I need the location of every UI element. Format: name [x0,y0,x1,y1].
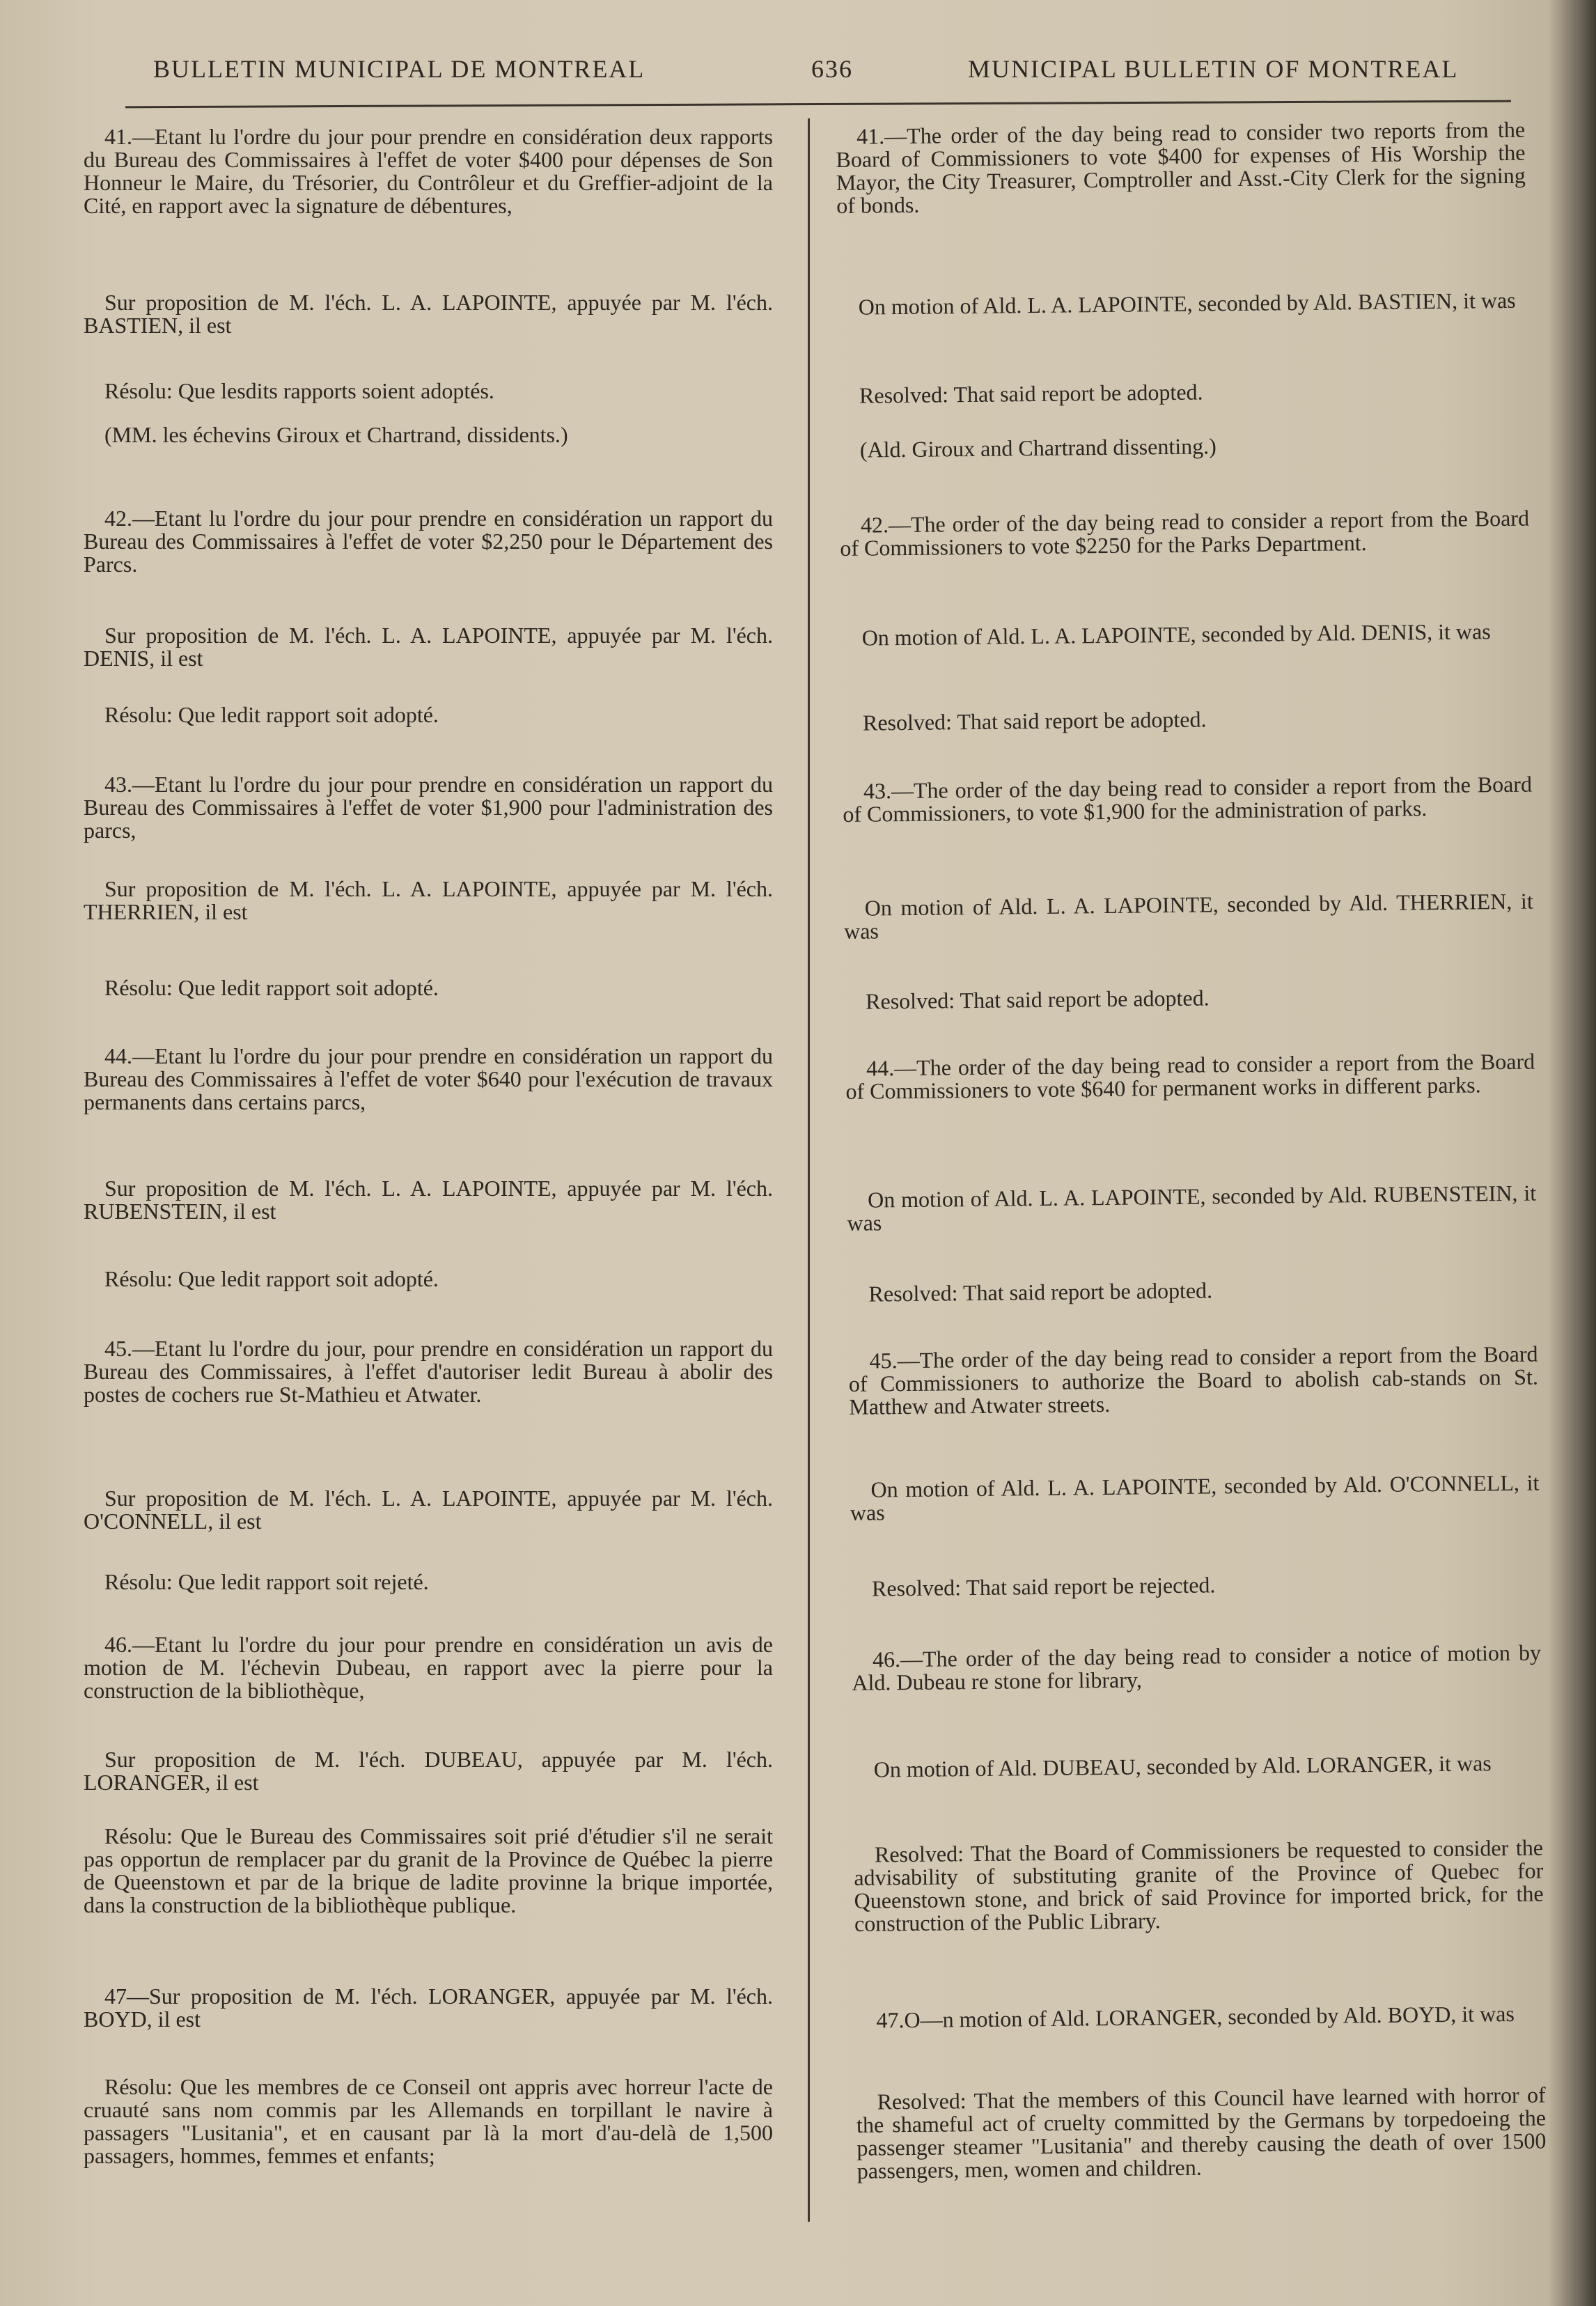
paragraph-text: Sur proposition de M. l'éch. L. A. LAPOINTE, appuyée par M. l'éch. RUBENSTEIN, il est [84,1176,773,1224]
paragraph-text: 47—Sur proposition de M. l'éch. LORANGER, appuyée par M. l'éch. BOYD, il est [84,1984,773,2032]
english-paragraph [851,1571,1540,1600]
header-french-title: BULLETIN MUNICIPAL DE MONTREAL [153,55,646,83]
paragraph-text: On motion of Ald. L. A. LAPOINTE, seconded by Ald. THERRIEN, it was [843,888,1533,944]
paragraph-text: Résolu: Que ledit rapport soit adopté. [104,975,439,1000]
english-paragraph [850,1472,1540,1525]
paragraph-text: Résolu: Que ledit rapport soit rejeté. [104,1569,429,1594]
paragraph-text: 45.—Etant lu l'ordre du jour, pour prendre en considération un rapport du Bureau des Commissaires, à l'effet d'autoriser ledit Bureau à abolir des postes de cochers rue St-Mathieu et Atwater. [84,1336,773,1407]
paragraph-text: Résolu: Que lesdits rapports soient adoptés. [104,378,494,403]
english-paragraph [847,1182,1537,1235]
english-paragraph [852,1639,1542,1695]
french-paragraph [84,703,773,726]
english-paragraph [848,1343,1538,1419]
french-paragraph [84,423,773,446]
page-header [104,43,1504,99]
english-column [836,116,1547,2183]
paragraph-text: Résolu: Que ledit rapport soit adopté. [104,702,439,727]
paragraph-text: Résolu: Que ledit rapport soit adopté. [104,1266,439,1291]
paragraph-text: 43.—The order of the day being read to consider a report from the Board of Commissioners, to vote $1,900 for the administration of parks. [843,771,1533,827]
header-rule [125,100,1511,109]
paragraph-text: On motion of Ald. L. A. LAPOINTE, seconded by Ald. DENIS, it was [861,618,1491,650]
french-paragraph [84,1825,773,1917]
english-paragraph [856,2083,1547,2182]
french-paragraph [84,624,773,670]
paragraph-text: On motion of Ald. DUBEAU, seconded by Ald. LORANGER, it was [873,1750,1492,1782]
french-paragraph [84,773,773,842]
french-paragraph [84,1268,773,1291]
paragraph-text: Résolu: Que les membres de ce Conseil ont appris avec horreur l'acte de cruauté sans nom commis par les Allemands en torpillant le navire à passagers "Lusitania", et en causant par là la mort d'au-delà de 1,500 passagers, hommes, femmes et enfants; [84,2074,773,2168]
column-divider [808,118,810,2222]
english-paragraph [838,289,1527,319]
english-paragraph [836,118,1526,217]
paragraph-text: Resolved: That said report be adopted. [859,379,1203,408]
english-paragraph [840,507,1530,560]
english-paragraph [855,2002,1544,2032]
french-paragraph [84,1985,773,2031]
paragraph-text: 46.—Etant lu l'ordre du jour pour prendre en considération un avis de motion de M. l'échevin Dubeau, en rapport avec la pierre pour la construction de la bibliothèque, [84,1632,773,1703]
french-paragraph [84,878,773,924]
paragraph-text: Resolved: That the Board of Commissioners be requested to consider the advisability of substituting granite of the Province of Quebec for Queenstown stone, and brick of said Province for imported brick, for the construction of the Public Library. [854,1834,1544,1936]
english-paragraph [838,377,1528,407]
french-paragraph [84,2075,773,2167]
paragraph-text: (MM. les échevins Giroux et Chartrand, dissidents.) [104,422,568,447]
paragraph-text: 42.—The order of the day being read to consider a report from the Board of Commissioners to vote $2250 for the Parks Department. [840,505,1530,561]
english-paragraph [845,983,1534,1013]
paragraph-text: Sur proposition de M. l'éch. L. A. LAPOINTE, appuyée par M. l'éch. BASTIEN, il est [84,290,773,338]
french-paragraph [84,1045,773,1114]
paragraph-text: 47.O—n motion of Ald. LORANGER, seconded by Ald. BOYD, it was [876,2000,1515,2033]
paragraph-text: On motion of Ald. L. A. LAPOINTE, seconded by Ald. RUBENSTEIN, it was [847,1180,1537,1236]
english-paragraph [841,620,1531,650]
english-paragraph [844,890,1534,943]
french-paragraph [84,1571,773,1594]
paragraph-text: (Ald. Giroux and Chartrand dissenting.) [859,433,1216,462]
french-paragraph [84,125,773,217]
paragraph-text: 41.—Etant lu l'ordre du jour pour prendre en considération deux rapports du Bureau des Commissaires à l'effet de voter $400 pour dépenses de Son Honneur le Maire, du Trésorier, du Contrôleur et du Greffier-adjoint de la Cité, en rapport avec la signature de débentures, [84,124,773,218]
paragraph-text: Resolved: That the members of this Council have learned with horror of the shameful act of cruelty committed by the Germans by torpedoeing the passenger steamer "Lusitania" and thereby causing the death of over 1500 passengers, men, women and children. [856,2082,1547,2183]
english-paragraph [853,1752,1542,1782]
french-paragraph [84,291,773,337]
paragraph-text: 45.—The order of the day being read to consider a report from the Board of Commissioners to authorize the Board to abolish cab-stands on St. Matthew and Atwater streets. [848,1341,1539,1419]
french-paragraph [84,507,773,576]
paragraph-text: Resolved: That said report be adopted. [862,706,1207,735]
french-paragraph [84,380,773,403]
paragraph-text: 41.—The order of the day being read to consider two reports from the Board of Commissioners to vote $400 for expenses of His Worship the Mayor, the City Treasurer, Comptroller and Asst.-City Clerk for the signing of bonds. [836,116,1526,218]
english-paragraph [845,1050,1535,1103]
paragraph-text: Sur proposition de M. l'éch. L. A. LAPOINTE, appuyée par M. l'éch. O'CONNELL, il est [84,1486,773,1534]
paragraph-text: Sur proposition de M. l'éch. DUBEAU, appuyée par M. l'éch. LORANGER, il est [84,1747,773,1795]
paragraph-text: Resolved: That said report be rejected. [871,1572,1216,1601]
paragraph-text: Sur proposition de M. l'éch. L. A. LAPOINTE, appuyée par M. l'éch. THERRIEN, il est [84,876,773,924]
english-paragraph [839,432,1528,462]
paragraph-text: On motion of Ald. L. A. LAPOINTE, seconded by Ald. BASTIEN, it was [858,287,1516,320]
paragraph-text: Sur proposition de M. l'éch. L. A. LAPOINTE, appuyée par M. l'éch. DENIS, il est [84,623,773,671]
english-paragraph [854,1836,1544,1935]
paragraph-text: 44.—Etant lu l'ordre du jour pour prendre en considération un rapport du Bureau des Commissaires à l'effet de voter $640 pour l'exécution de travaux permanents dans certains parcs, [84,1043,773,1114]
french-paragraph [84,976,773,999]
paragraph-text: 43.—Etant lu l'ordre du jour pour prendre en considération un rapport du Bureau des Commissaires à l'effet de voter $1,900 pour l'administration des parcs, [84,772,773,843]
paragraph-text: 46.—The order of the day being read to consider a notice of motion by Ald. Dubeau re stone for library, [852,1639,1542,1695]
paragraph-text: 42.—Etant lu l'ordre du jour pour prendre en considération un rapport du Bureau des Commissaires à l'effet de voter $2,250 pour le Département des Parcs. [84,506,773,577]
paragraph-text: Resolved: That said report be adopted. [868,1277,1213,1307]
french-paragraph [84,1487,773,1533]
paragraph-text: On motion of Ald. L. A. LAPOINTE, seconded by Ald. O'CONNELL, it was [850,1470,1540,1525]
french-paragraph [84,1177,773,1223]
english-paragraph [843,773,1533,826]
french-paragraph [84,1337,773,1406]
english-paragraph [847,1276,1537,1306]
paragraph-text: Resolved: That said report be adopted. [865,985,1210,1014]
french-paragraph [84,1748,773,1794]
header-english-title: MUNICIPAL BULLETIN OF MONTREAL [968,55,1459,83]
english-paragraph [842,705,1531,735]
page-number: 636 [811,55,853,83]
paragraph-text: Résolu: Que le Bureau des Commissaires soit prié d'étudier s'il ne serait pas opportun de remplacer par du granit de la Province de Québec la pierre de Queenstown et par de la brique de ladite provinne la brique importée, dans la construction de la bibliothèque publique. [84,1823,773,1917]
french-paragraph [84,1633,773,1702]
paragraph-text: 44.—The order of the day being read to consider a report from the Board of Commissioners to vote $640 for permanent works in different parks. [845,1048,1535,1104]
